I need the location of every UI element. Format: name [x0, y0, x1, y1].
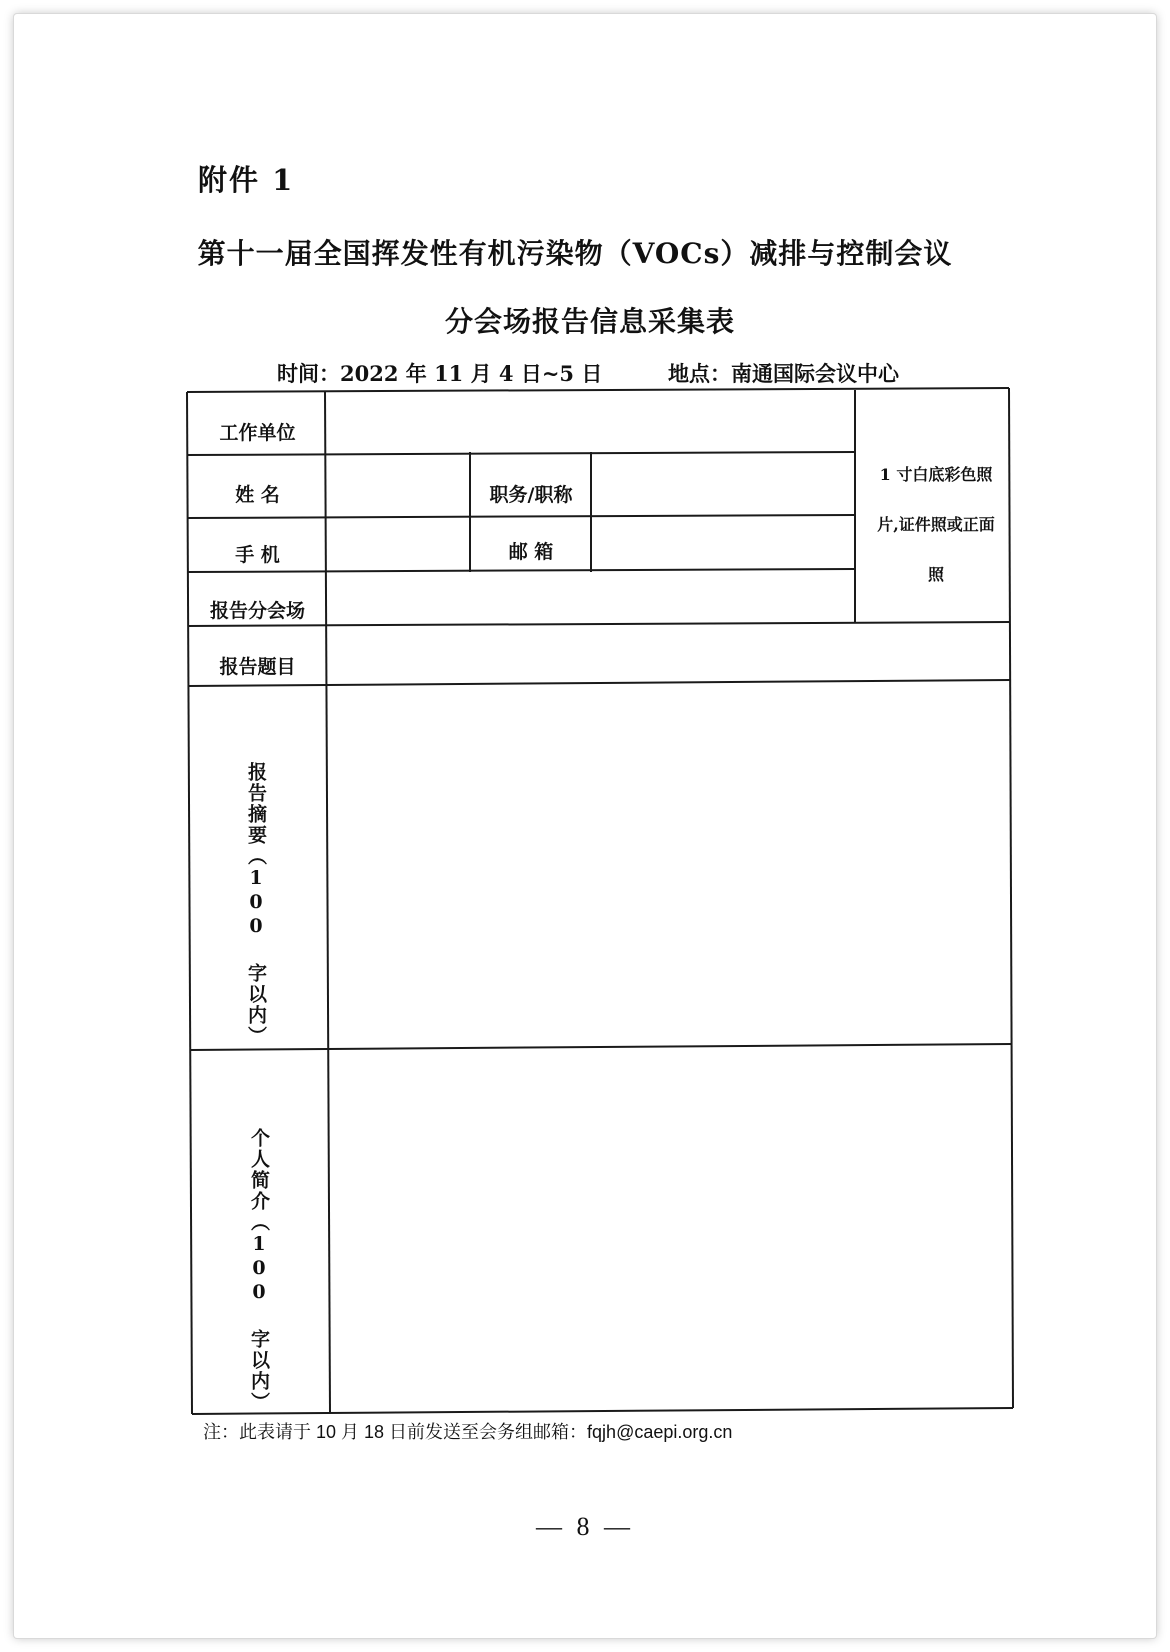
session-field[interactable] — [328, 573, 852, 623]
abstract-field[interactable] — [331, 684, 1009, 1046]
meeting-time: 时间：2022 年 11 月 4 日~5 日 — [277, 361, 603, 386]
employer-field[interactable] — [328, 394, 852, 452]
topic-field[interactable] — [328, 626, 1008, 682]
topic-label: 报告题目 — [219, 656, 296, 678]
session-label: 报告分会场 — [209, 600, 305, 622]
bio-field[interactable] — [333, 1050, 1011, 1408]
photo-text-line2: 片,证件照或正面 — [877, 515, 995, 534]
name-field[interactable] — [328, 456, 467, 514]
email-field[interactable] — [593, 518, 852, 570]
name-label: 姓 名 — [235, 484, 280, 506]
photo-text-line1: 1 寸白底彩色照 — [879, 465, 993, 484]
attachment-label: 附件 1 — [198, 163, 295, 197]
bio-label: 个人简介（100 字以内） — [248, 1128, 270, 1413]
phone-field[interactable] — [328, 518, 467, 570]
form-title-line2: 分会场报告信息采集表 — [444, 305, 735, 338]
position-label: 职务/职称 — [489, 484, 573, 506]
employer-label: 工作单位 — [219, 422, 296, 444]
submission-note: 注：此表请于 10 月 18 日前发送至会务组邮箱：fqjh@caepi.org.cn — [203, 1422, 733, 1442]
page-number: — 8 — — [536, 1512, 634, 1541]
meeting-place: 地点：南通国际会议中心 — [668, 361, 899, 386]
photo-box[interactable] — [858, 392, 1008, 620]
form-title-line1: 第十一届全国挥发性有机污染物（VOCs）减排与控制会议 — [197, 237, 953, 270]
abstract-label: 报告摘要（100 字以内） — [245, 762, 267, 1047]
position-field[interactable] — [593, 456, 852, 514]
photo-text-line3: 照 — [927, 565, 944, 584]
email-label: 邮 箱 — [508, 541, 554, 563]
phone-label: 手 机 — [235, 544, 280, 566]
